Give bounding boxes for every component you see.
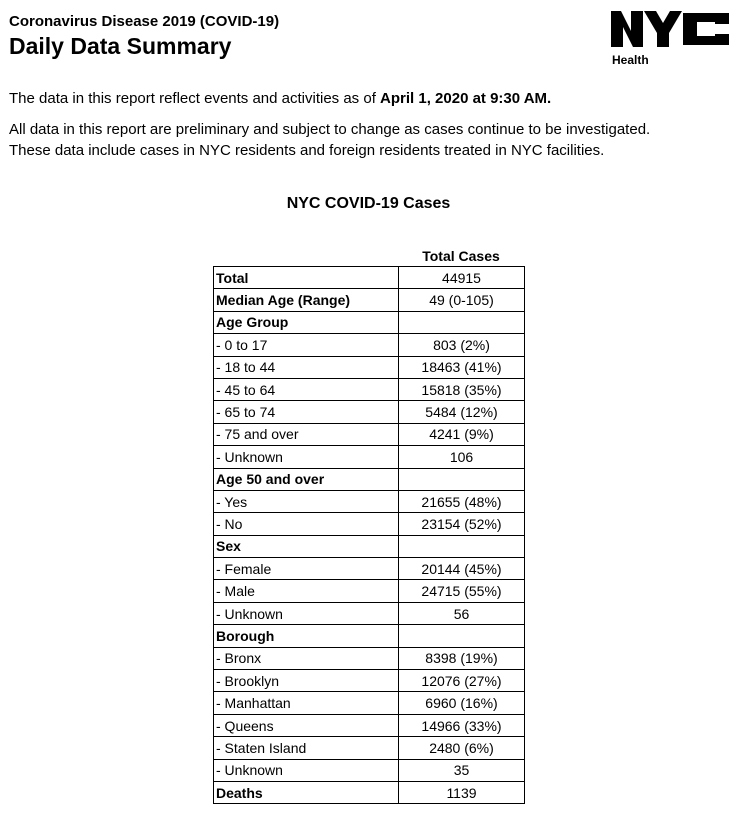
preliminary-note-line-1: All data in this report are preliminary and subject to change as cases continue to be investigated. xyxy=(9,121,651,138)
cases-table xyxy=(213,266,525,804)
row-value xyxy=(399,311,525,333)
row-label: - Bronx xyxy=(214,647,399,669)
table-row xyxy=(214,781,525,803)
table-row xyxy=(214,267,525,289)
row-label: Deaths xyxy=(214,781,399,803)
row-value: 106 xyxy=(399,446,525,468)
row-label: - 18 to 44 xyxy=(214,356,399,378)
table-row xyxy=(214,378,525,400)
row-value: 1139 xyxy=(399,781,525,803)
table-row xyxy=(214,692,525,714)
row-label: - Queens xyxy=(214,714,399,736)
table-row xyxy=(214,334,525,356)
row-label: - Brooklyn xyxy=(214,670,399,692)
row-value: 20144 (45%) xyxy=(399,558,525,580)
row-label: Sex xyxy=(214,535,399,557)
row-label: - 75 and over xyxy=(214,423,399,445)
row-label: Total xyxy=(214,267,399,289)
table-row xyxy=(214,513,525,535)
table-row xyxy=(214,356,525,378)
table-row xyxy=(214,647,525,669)
table-row xyxy=(214,737,525,759)
table-row xyxy=(214,602,525,624)
row-label: - 45 to 64 xyxy=(214,378,399,400)
logo-letter-c xyxy=(683,13,729,45)
as-of-date: April 1, 2020 at 9:30 AM. xyxy=(380,90,552,107)
table-row xyxy=(214,289,525,311)
row-value: 8398 (19%) xyxy=(399,647,525,669)
row-label: Age Group xyxy=(214,311,399,333)
row-value: 44915 xyxy=(399,267,525,289)
row-value xyxy=(399,625,525,647)
report-supertitle: Coronavirus Disease 2019 (COVID-19) xyxy=(9,13,280,30)
row-value: 21655 (48%) xyxy=(399,490,525,512)
table-row xyxy=(214,670,525,692)
as-of-prefix: The data in this report reflect events and activities as of xyxy=(9,90,381,107)
row-value: 18463 (41%) xyxy=(399,356,525,378)
row-value: 4241 (9%) xyxy=(399,423,525,445)
table-row xyxy=(214,759,525,781)
row-value: 2480 (6%) xyxy=(399,737,525,759)
table-title: NYC COVID-19 Cases xyxy=(286,195,451,212)
row-value: 12076 (27%) xyxy=(399,670,525,692)
table-row xyxy=(214,535,525,557)
row-value: 23154 (52%) xyxy=(399,513,525,535)
row-value xyxy=(399,468,525,490)
report-as-of-line xyxy=(9,88,551,110)
row-label: Median Age (Range) xyxy=(214,289,399,311)
row-label: - Male xyxy=(214,580,399,602)
row-value: 803 (2%) xyxy=(399,334,525,356)
table-row xyxy=(214,423,525,445)
row-value: 6960 (16%) xyxy=(399,692,525,714)
table-row xyxy=(214,490,525,512)
row-label: Age 50 and over xyxy=(214,468,399,490)
row-value: 15818 (35%) xyxy=(399,378,525,400)
page-title: Daily Data Summary xyxy=(9,33,232,59)
row-label: Borough xyxy=(214,625,399,647)
row-label: - Manhattan xyxy=(214,692,399,714)
row-label: - Unknown xyxy=(214,446,399,468)
table-row xyxy=(214,580,525,602)
cases-table-body xyxy=(214,267,525,804)
nyc-logo-icon xyxy=(611,9,731,51)
row-value: 24715 (55%) xyxy=(399,580,525,602)
row-value: 49 (0-105) xyxy=(399,289,525,311)
table-row xyxy=(214,401,525,423)
table-row xyxy=(214,558,525,580)
row-label: - 65 to 74 xyxy=(214,401,399,423)
row-label: - 0 to 17 xyxy=(214,334,399,356)
table-row xyxy=(214,311,525,333)
row-label: - No xyxy=(214,513,399,535)
row-label: - Unknown xyxy=(214,759,399,781)
row-label: - Yes xyxy=(214,490,399,512)
row-label: - Unknown xyxy=(214,602,399,624)
row-value: 35 xyxy=(399,759,525,781)
row-value: 5484 (12%) xyxy=(399,401,525,423)
row-label: - Female xyxy=(214,558,399,580)
table-row xyxy=(214,446,525,468)
table-row xyxy=(214,714,525,736)
logo-letter-n xyxy=(611,11,643,47)
logo-letter-y xyxy=(644,11,682,47)
table-row xyxy=(214,625,525,647)
table-row xyxy=(214,468,525,490)
row-value: 14966 (33%) xyxy=(399,714,525,736)
row-label: - Staten Island xyxy=(214,737,399,759)
logo-subtext: Health xyxy=(612,53,649,67)
row-value: 56 xyxy=(399,602,525,624)
column-header-total-cases: Total Cases xyxy=(422,248,500,264)
row-value xyxy=(399,535,525,557)
preliminary-note-line-2: These data include cases in NYC residents and foreign residents treated in NYC facilities. xyxy=(9,142,605,159)
nyc-health-logo xyxy=(611,9,731,69)
